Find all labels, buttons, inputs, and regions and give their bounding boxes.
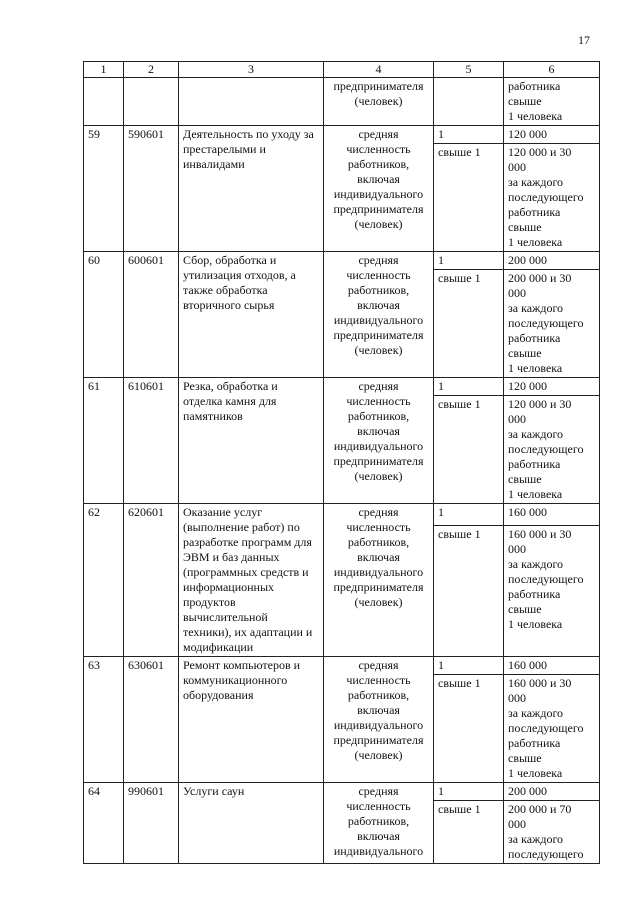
value-line: работника: [508, 586, 561, 601]
measure-line: включая: [357, 829, 400, 843]
measure-cell: [324, 783, 434, 864]
activity-name: Ремонт компьютеров и коммуникационного оборудования: [179, 657, 324, 783]
row-number: 62: [84, 504, 124, 657]
measure-line: предпринимателя: [333, 202, 424, 216]
activity-name: Деятельность по уходу за престарелыми и инвалидами: [179, 126, 324, 252]
measure-line: средняя: [358, 379, 399, 393]
measure-line: индивидуального: [333, 844, 424, 858]
value-line: свыше: [508, 220, 542, 234]
count-threshold: 1: [434, 657, 504, 675]
measure-line: работников,: [347, 535, 410, 549]
value-line: свыше: [508, 346, 542, 360]
value-line: свыше: [508, 94, 542, 108]
measure-line: предпринимателя: [333, 79, 424, 93]
header-cell: 1: [84, 62, 124, 78]
count-threshold-above: свыше 1: [434, 270, 504, 378]
value-line: 160 000 и 30: [508, 676, 572, 690]
value-line: свыше: [508, 601, 542, 616]
continuation-cell: [504, 78, 600, 126]
value-line: 200 000 и 70: [508, 802, 572, 816]
value-line: последующего: [508, 442, 584, 456]
measure-line: средняя: [358, 505, 399, 519]
measure-line: включая: [357, 703, 400, 717]
table-row: [84, 657, 600, 675]
measure-line: средняя: [358, 784, 399, 798]
value-line: за каждого: [508, 175, 564, 189]
measure-line: индивидуального: [333, 439, 424, 453]
continuation-row: [84, 78, 600, 126]
activity-name: Резка, обработка и отделка камня для памятников: [179, 378, 324, 504]
value-line: 160 000 и 30: [508, 526, 572, 541]
value-line: 120 000 и 30: [508, 145, 572, 159]
page-number: 17: [578, 33, 590, 47]
count-threshold: 1: [434, 378, 504, 396]
header-cell: 2: [124, 62, 179, 78]
value-line: 200 000 и 30: [508, 271, 572, 285]
value-line: работника: [508, 331, 561, 345]
value-line: за каждого: [508, 427, 564, 441]
value-line: 000: [508, 160, 526, 174]
table-row: [84, 252, 600, 270]
activity-code: 590601: [124, 126, 179, 252]
measure-line: численность: [346, 799, 411, 813]
income-value-above: [504, 144, 600, 252]
table-row: [84, 783, 600, 801]
measure-line: (человек): [354, 595, 403, 609]
measure-line: (человек): [354, 217, 403, 231]
activity-name: Услуги саун: [179, 783, 324, 864]
count-threshold-above: свыше 1: [434, 801, 504, 864]
value-line: за каждого: [508, 706, 564, 720]
measure-line: включая: [357, 550, 400, 564]
count-threshold-above: свыше 1: [434, 144, 504, 252]
income-value-above: [504, 801, 600, 864]
value-line: последующего: [508, 847, 584, 861]
header-row: [84, 62, 600, 78]
value-line: 000: [508, 541, 526, 556]
measure-line: численность: [346, 520, 411, 534]
header-cell: 3: [179, 62, 324, 78]
header-cell: 5: [434, 62, 504, 78]
measure-line: предпринимателя: [333, 733, 424, 747]
income-value: 120 000: [504, 378, 600, 396]
income-value-above: [504, 525, 600, 656]
measure-line: средняя: [358, 127, 399, 141]
activity-code: 610601: [124, 378, 179, 504]
income-value: 200 000: [504, 252, 600, 270]
measure-line: индивидуального: [333, 187, 424, 201]
value-line: 1 человека: [508, 766, 563, 780]
count-threshold-above: свыше 1: [434, 525, 504, 656]
count-threshold: 1: [434, 504, 504, 526]
value-line: 120 000 и 30: [508, 397, 572, 411]
activity-name: Оказание услуг (выполнение работ) по разработке программ для ЭВМ и баз данных (программных средств и информационных продуктов вычислительной техники), их адаптации и модификации: [179, 504, 324, 657]
measure-line: численность: [346, 268, 411, 282]
row-number: 61: [84, 378, 124, 504]
continuation-cell: [84, 78, 124, 126]
measure-line: численность: [346, 142, 411, 156]
row-number: 60: [84, 252, 124, 378]
measure-cell: [324, 657, 434, 783]
value-line: работника: [508, 79, 561, 93]
activity-code: 620601: [124, 504, 179, 657]
value-line: последующего: [508, 571, 584, 586]
measure-line: предпринимателя: [333, 454, 424, 468]
activity-code: 600601: [124, 252, 179, 378]
row-number: 64: [84, 783, 124, 864]
measure-cell: [324, 126, 434, 252]
value-line: 1 человека: [508, 616, 563, 631]
value-line: свыше: [508, 472, 542, 486]
value-line: 1 человека: [508, 235, 563, 249]
header-cell: 4: [324, 62, 434, 78]
income-value: 160 000: [504, 657, 600, 675]
income-value-above: [504, 270, 600, 378]
measure-line: работников,: [347, 814, 410, 828]
measure-line: включая: [357, 172, 400, 186]
value-line: свыше: [508, 751, 542, 765]
income-value: 200 000: [504, 783, 600, 801]
measure-cell: [324, 378, 434, 504]
measure-line: (человек): [354, 343, 403, 357]
header-cell: 6: [504, 62, 600, 78]
table-row: [84, 504, 600, 526]
income-value: 160 000: [504, 504, 600, 526]
row-number: 63: [84, 657, 124, 783]
table-row: [84, 126, 600, 144]
measure-line: (человек): [354, 94, 403, 108]
continuation-cell: [124, 78, 179, 126]
measure-line: средняя: [358, 658, 399, 672]
value-line: работника: [508, 736, 561, 750]
measure-line: средняя: [358, 253, 399, 267]
count-threshold-above: свыше 1: [434, 396, 504, 504]
activity-code: 990601: [124, 783, 179, 864]
value-line: 1 человека: [508, 487, 563, 501]
measure-line: (человек): [354, 748, 403, 762]
continuation-cell: [179, 78, 324, 126]
continuation-cell: [434, 78, 504, 126]
value-line: 000: [508, 691, 526, 705]
income-value-above: [504, 396, 600, 504]
income-value-above: [504, 675, 600, 783]
value-line: последующего: [508, 190, 584, 204]
continuation-cell: [324, 78, 434, 126]
measure-cell: [324, 504, 434, 657]
measure-line: работников,: [347, 409, 410, 423]
measure-line: индивидуального: [333, 565, 424, 579]
count-threshold-above: свыше 1: [434, 675, 504, 783]
value-line: за каждого: [508, 832, 564, 846]
value-line: 000: [508, 817, 526, 831]
value-line: 000: [508, 286, 526, 300]
measure-line: индивидуального: [333, 718, 424, 732]
value-line: последующего: [508, 721, 584, 735]
income-value: 120 000: [504, 126, 600, 144]
value-line: 000: [508, 412, 526, 426]
value-line: последующего: [508, 316, 584, 330]
value-line: 1 человека: [508, 109, 563, 123]
measure-line: предпринимателя: [333, 580, 424, 594]
row-number: 59: [84, 126, 124, 252]
value-line: работника: [508, 205, 561, 219]
tariff-table: [83, 61, 600, 864]
count-threshold: 1: [434, 126, 504, 144]
measure-line: включая: [357, 424, 400, 438]
activity-name: Сбор, обработка и утилизация отходов, а также обработка вторичного сырья: [179, 252, 324, 378]
measure-line: (человек): [354, 469, 403, 483]
measure-line: предпринимателя: [333, 328, 424, 342]
value-line: работника: [508, 457, 561, 471]
measure-cell: [324, 252, 434, 378]
measure-line: работников,: [347, 283, 410, 297]
table-row: [84, 378, 600, 396]
value-line: 1 человека: [508, 361, 563, 375]
measure-line: работников,: [347, 688, 410, 702]
measure-line: включая: [357, 298, 400, 312]
value-line: за каждого: [508, 301, 564, 315]
measure-line: индивидуального: [333, 313, 424, 327]
measure-line: работников,: [347, 157, 410, 171]
activity-code: 630601: [124, 657, 179, 783]
measure-line: численность: [346, 394, 411, 408]
value-line: за каждого: [508, 556, 564, 571]
count-threshold: 1: [434, 252, 504, 270]
count-threshold: 1: [434, 783, 504, 801]
measure-line: численность: [346, 673, 411, 687]
